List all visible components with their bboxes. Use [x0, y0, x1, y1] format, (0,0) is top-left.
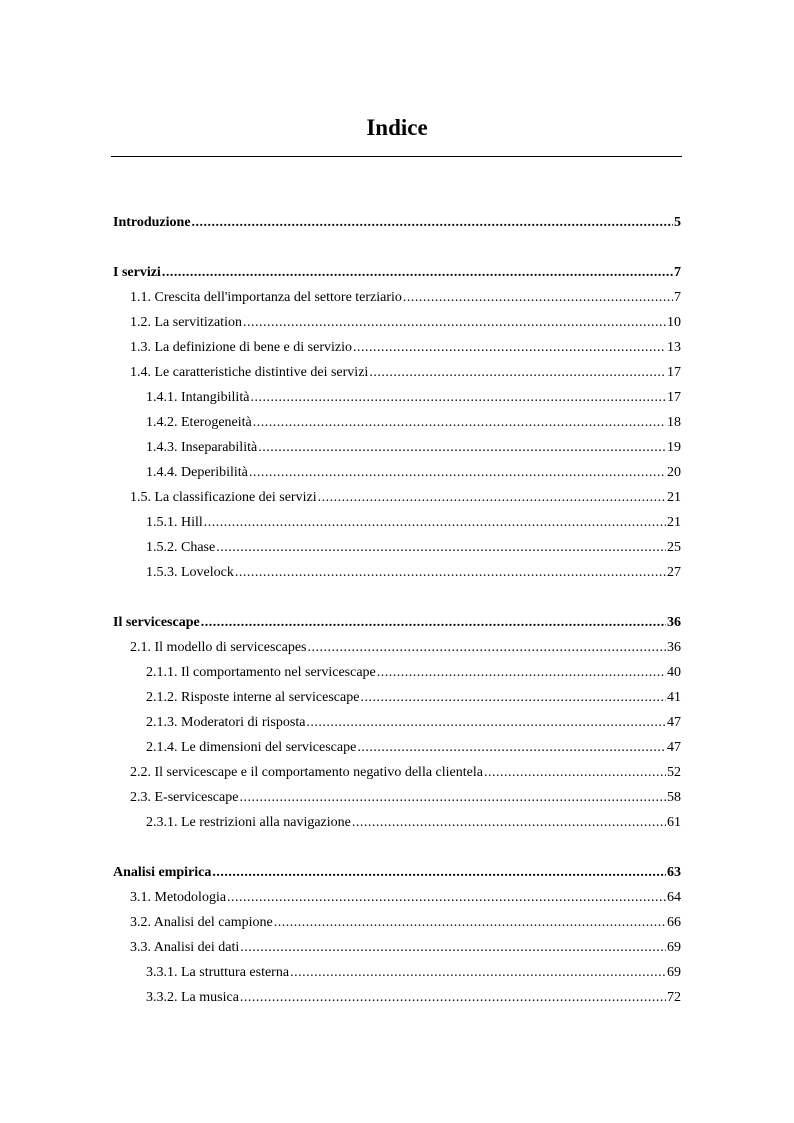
toc-dot-leader: [235, 563, 666, 583]
toc-entry-label: I servizi: [113, 265, 161, 280]
toc-page-number: 17: [667, 365, 681, 380]
toc-entry-label: 2.1.2. Risposte interne al servicescape: [146, 690, 360, 705]
toc-entry-label: 1.4. Le caratteristiche distintive dei servizi: [130, 365, 369, 380]
toc-dot-leader: [318, 488, 666, 508]
toc-entry: [113, 788, 681, 808]
toc-page-number: 27: [667, 565, 681, 580]
toc-entry: [113, 388, 681, 408]
toc-entry-label: 2.1.1. Il comportamento nel servicescape: [146, 665, 376, 680]
page-title: Indice: [366, 115, 428, 140]
title-divider: [111, 156, 682, 157]
toc-page-number: 61: [667, 815, 681, 830]
toc-dot-leader: [258, 438, 666, 458]
toc-dot-leader: [253, 413, 666, 433]
toc-entry-label: 1.4.2. Eterogeneità: [146, 415, 252, 430]
toc-entry-label: 3.2. Analisi del campione: [130, 915, 273, 930]
toc-page-number: 10: [667, 315, 681, 330]
toc-entry: [113, 813, 681, 833]
toc-entry: [113, 938, 681, 958]
toc-entry-label: 1.5.1. Hill: [146, 515, 203, 530]
toc-page-number: 18: [667, 415, 681, 430]
toc-entry: [113, 888, 681, 908]
toc-page-number: 64: [667, 890, 681, 905]
toc-chapter-entry: [113, 863, 681, 883]
toc-entry: [113, 313, 681, 333]
toc-entry: [113, 563, 681, 583]
toc-page-number: 69: [667, 940, 681, 955]
toc-dot-leader: [243, 313, 666, 333]
toc-page-number: 13: [667, 340, 681, 355]
toc-entry-label: 3.3.1. La struttura esterna: [146, 965, 290, 980]
toc-entry: [113, 538, 681, 558]
toc-dot-leader: [212, 863, 666, 883]
toc-dot-leader: [353, 338, 666, 358]
toc-page-number: 52: [667, 765, 681, 780]
toc-chapter-entry: [113, 213, 681, 233]
toc-page-number: 47: [667, 715, 681, 730]
toc-page-number: 21: [667, 490, 681, 505]
toc-entry: [113, 463, 681, 483]
toc-entry: [113, 688, 681, 708]
toc-dot-leader: [240, 938, 666, 958]
toc-entry-label: 1.5. La classificazione dei servizi: [130, 490, 317, 505]
toc-entry-label: 1.4.4. Deperibilità: [146, 465, 248, 480]
toc-page-number: 41: [667, 690, 681, 705]
toc-page-number: 17: [667, 390, 681, 405]
toc-dot-leader: [308, 638, 666, 658]
toc-page-number: 7: [674, 290, 681, 305]
toc-page-number: 66: [667, 915, 681, 930]
toc-dot-leader: [357, 738, 666, 758]
toc-dot-leader: [290, 963, 666, 983]
toc-entry: [113, 288, 681, 308]
toc-entry-label: Il servicescape: [113, 615, 200, 630]
toc-dot-leader: [360, 688, 666, 708]
toc-page-number: 58: [667, 790, 681, 805]
toc-entry: [113, 713, 681, 733]
toc-dot-leader: [377, 663, 666, 683]
toc-chapter-entry: [113, 613, 681, 633]
toc-dot-leader: [240, 988, 666, 1008]
toc-entry-label: 2.2. Il servicescape e il comportamento negativo della clientela: [130, 765, 483, 780]
toc-entry: [113, 413, 681, 433]
toc-dot-leader: [216, 538, 666, 558]
toc-page-number: 72: [667, 990, 681, 1005]
toc-page-number: 36: [667, 640, 681, 655]
toc-page-number: 63: [667, 865, 681, 880]
toc-entry: [113, 738, 681, 758]
toc-chapter-entry: [113, 263, 681, 283]
toc-entry: [113, 913, 681, 933]
toc-entry-label: 1.4.3. Inseparabilità: [146, 440, 258, 455]
toc-entry: [113, 963, 681, 983]
toc-dot-leader: [249, 463, 666, 483]
toc-entry: [113, 638, 681, 658]
toc-entry-label: 3.1. Metodologia: [130, 890, 227, 905]
toc-dot-leader: [369, 363, 666, 383]
toc-entry-label: 2.1.4. Le dimensioni del servicescape: [146, 740, 357, 755]
toc-dot-leader: [306, 713, 666, 733]
toc-dot-leader: [204, 513, 666, 533]
toc-entry-label: Introduzione: [113, 215, 191, 230]
toc-entry: [113, 663, 681, 683]
toc-entry-label: 2.3. E-servicescape: [130, 790, 239, 805]
toc-entry: [113, 438, 681, 458]
toc-dot-leader: [484, 763, 666, 783]
toc-entry-label: 3.3.2. La musica: [146, 990, 239, 1005]
toc-entry-label: 1.3. La definizione di bene e di servizio: [130, 340, 352, 355]
toc-page-number: 69: [667, 965, 681, 980]
toc-dot-leader: [274, 913, 666, 933]
toc-dot-leader: [201, 613, 666, 633]
toc-entry-label: 2.3.1. Le restrizioni alla navigazione: [146, 815, 351, 830]
toc-entry-label: 1.4.1. Intangibilità: [146, 390, 250, 405]
toc-page-number: 40: [667, 665, 681, 680]
toc-entry: [113, 988, 681, 1008]
toc-page-number: 47: [667, 740, 681, 755]
toc-dot-leader: [192, 213, 673, 233]
toc-page-number: 19: [667, 440, 681, 455]
toc-entry-label: 3.3. Analisi dei dati: [130, 940, 240, 955]
toc-entry-label: 1.2. La servitization: [130, 315, 242, 330]
toc-page-number: 36: [667, 615, 681, 630]
toc-dot-leader: [227, 888, 666, 908]
toc-page-number: 7: [674, 265, 681, 280]
toc-page-number: 5: [674, 215, 681, 230]
toc-entry: [113, 763, 681, 783]
toc-entry: [113, 488, 681, 508]
toc-dot-leader: [162, 263, 673, 283]
toc-page-number: 20: [667, 465, 681, 480]
toc-dot-leader: [403, 288, 673, 308]
toc-entry: [113, 363, 681, 383]
toc-entry-label: 1.1. Crescita dell'importanza del settore terziario: [130, 290, 402, 305]
toc-dot-leader: [352, 813, 666, 833]
toc-entry-label: 1.5.2. Chase: [146, 540, 216, 555]
toc-page-number: 21: [667, 515, 681, 530]
toc-entry-label: Analisi empirica: [113, 865, 212, 880]
toc-dot-leader: [250, 388, 666, 408]
toc-entry: [113, 513, 681, 533]
toc-entry-label: 2.1.3. Moderatori di risposta: [146, 715, 306, 730]
toc-entry-label: 1.5.3. Lovelock: [146, 565, 234, 580]
toc-dot-leader: [239, 788, 666, 808]
toc-page-number: 25: [667, 540, 681, 555]
toc-entry-label: 2.1. Il modello di servicescapes: [130, 640, 307, 655]
toc-entry: [113, 338, 681, 358]
